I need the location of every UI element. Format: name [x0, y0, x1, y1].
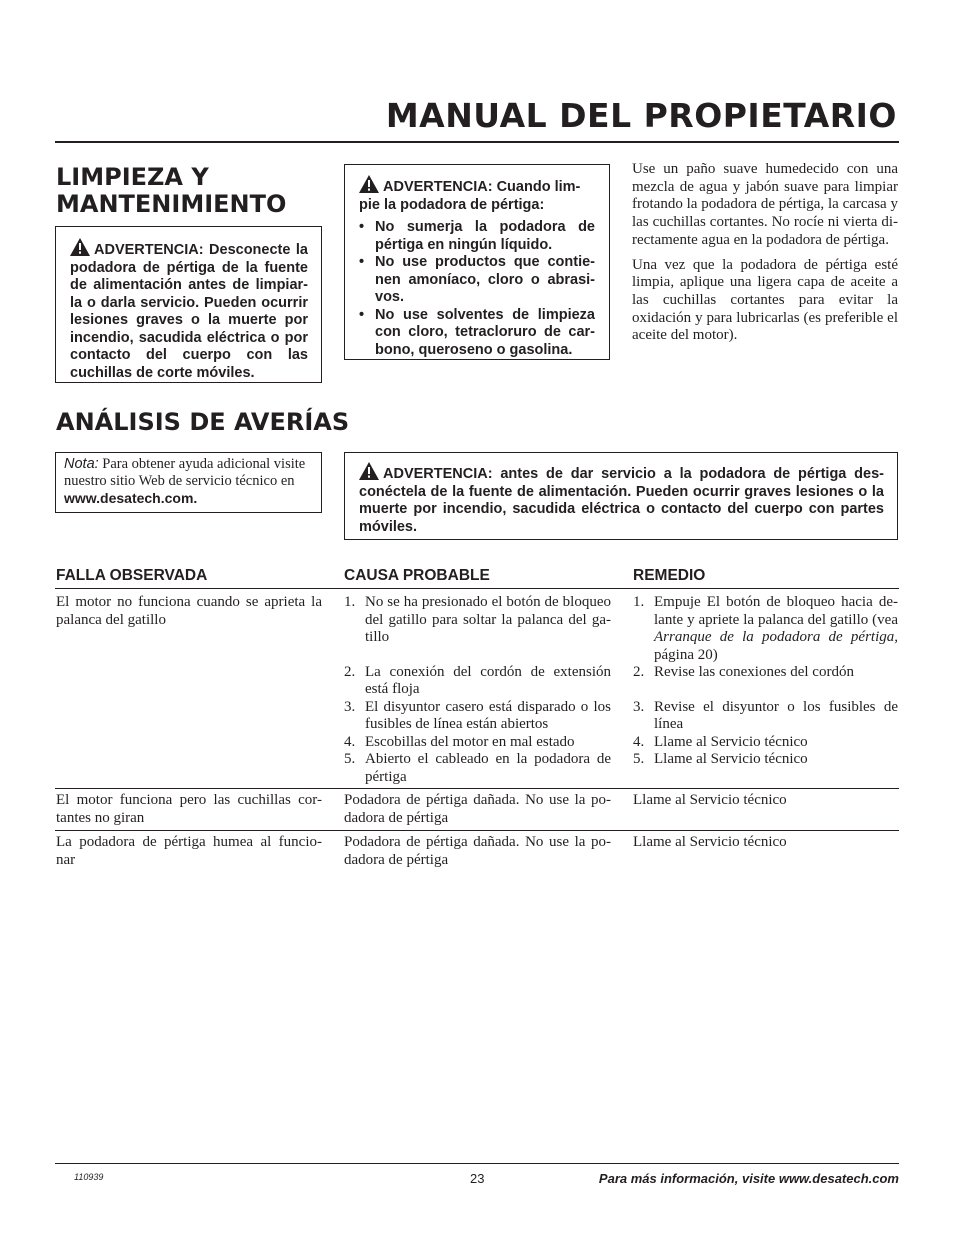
row1-remedies [633, 594, 898, 769]
row3-remedy: Llame al Servicio técnico [633, 834, 787, 850]
list-item: • No sumerja la podadora de pértiga en ningún líquido. [359, 219, 595, 253]
troubleshooting-heading: ANÁLISIS DE AVERÍAS [56, 408, 350, 436]
page-number: 23 [470, 1171, 485, 1186]
page-title: MANUAL DEL PROPIETARIO [385, 96, 897, 135]
title-divider [55, 141, 899, 143]
document-code: 110939 [74, 1172, 104, 1182]
list-item: 5. Abierto el cableado en la podadora de pértiga [344, 751, 611, 785]
table-header-rule [55, 588, 899, 589]
list-item: 4. Llame al Servicio técnico [633, 733, 808, 750]
note-box [55, 452, 322, 513]
cleaning-heading [56, 164, 286, 218]
troubleshooting-warning-text [359, 462, 884, 536]
cleaning-warning-text [70, 238, 308, 382]
cleaning-instructions [632, 161, 898, 345]
cleaning-warning2-box [344, 164, 610, 360]
list-item: 3. Revise el disyuntor o los fusibles de línea [633, 698, 898, 732]
list-item: 5. Llame al Servicio técnico [633, 751, 808, 767]
footer-info-link[interactable]: Para más información, visite www.desatech.com [598, 1171, 899, 1186]
row2-cause: Podadora de pértiga dañada. No use la po- dadora de pértiga [344, 792, 611, 826]
footer-divider [55, 1163, 899, 1164]
cleaning-warning2-intro-text: ADVERTENCIA: Cuando lim- pie la podadora de pértiga: [359, 179, 581, 213]
list-item: • No use productos que contie- nen amoníaco, cloro o abrasi- vos. [359, 254, 595, 305]
support-url-link[interactable]: www.desatech.com. [64, 490, 198, 506]
troubleshooting-warning-box [344, 452, 898, 540]
list-item: 2. La conexión del cordón de extensión está floja [344, 663, 611, 697]
column-header-cause: CAUSA PROBABLE [344, 567, 490, 584]
row1-fault: El motor no funciona cuando se aprieta la palanca del gatillo [56, 594, 322, 628]
table-row-rule [55, 830, 899, 831]
note-text: Para obtener ayuda adicional visite nuestro sitio Web de servicio técnico en [64, 456, 306, 489]
cleaning-heading-line1: LIMPIEZA Y [56, 163, 209, 191]
row1-causes [344, 594, 611, 786]
note-label: Nota: [64, 456, 99, 472]
column-header-fault: FALLA OBSERVADA [56, 567, 208, 584]
list-item: 4. Escobillas del motor en mal estado [344, 733, 575, 750]
table-row-rule [55, 788, 899, 789]
cleaning-paragraph-2: Una vez que la podadora de pértiga esté limpia, aplique una ligera capa de aceite a las cuchillas cortantes para evitar la oxidación y para lubricarlas (es preferible el aceite del motor). [632, 256, 898, 344]
warning-triangle-icon [70, 238, 90, 256]
cleaning-warning2-list [359, 219, 595, 359]
list-item: • No use solventes de limpieza con cloro, tetracloruro de car- bono, queroseno o gasolina. [359, 306, 595, 358]
warning-triangle-icon [359, 462, 379, 480]
cleaning-warning-body: ADVERTENCIA: Desconecte la podadora de pértiga de la fuente de alimentación antes de limpiar- la o darla servicio. Pueden ocurrir lesiones graves o la muerte por incendio, sacudida eléctrica o por contacto del cuerpo con las cuchillas de corte móviles. [70, 242, 308, 381]
warning-triangle-icon [359, 175, 379, 193]
cleaning-warning-box [55, 226, 322, 383]
troubleshooting-warning-body: ADVERTENCIA: antes de dar servicio a la podadora de pértiga des- conéctela de la fuente de alimentación. Pueden ocurrir graves lesiones o la muerte por incendio, sacudida eléctrica o contacto del cuerpo con partes móviles. [359, 466, 884, 535]
column-header-remedy: REMEDIO [633, 567, 706, 584]
row2-remedy: Llame al Servicio técnico [633, 792, 787, 808]
list-item: 1. No se ha presionado el botón de bloqueo del gatillo para soltar la palanca del ga- tillo [344, 594, 611, 645]
cleaning-warning2-intro [359, 175, 595, 214]
list-item: 1. Empuje El botón de bloqueo hacia de- lante y apriete la palanca del gatillo (vea Arranque de la podadora de pértiga, página 20) [633, 594, 898, 663]
cleaning-heading-line2: MANTENIMIENTO [56, 190, 287, 218]
row3-cause: Podadora de pértiga dañada. No use la po- dadora de pértiga [344, 834, 611, 868]
cleaning-paragraph-1: Use un paño suave humedecido con una mezcla de agua y jabón suave para limpiar frotando la podadora de pértiga, la carcasa y las cuchillas cortantes. No rocíe ni vierta di- rectamente agua en la podadora de pértiga. [632, 161, 898, 248]
row2-fault: El motor funciona pero las cuchillas cor- tantes no giran [56, 792, 322, 826]
list-item: 3. El disyuntor casero está disparado o los fusibles de línea están abiertos [344, 698, 611, 732]
row3-fault: La podadora de pértiga humea al funcio- nar [56, 834, 322, 868]
list-item: 2. Revise las conexiones del cordón [633, 664, 854, 680]
